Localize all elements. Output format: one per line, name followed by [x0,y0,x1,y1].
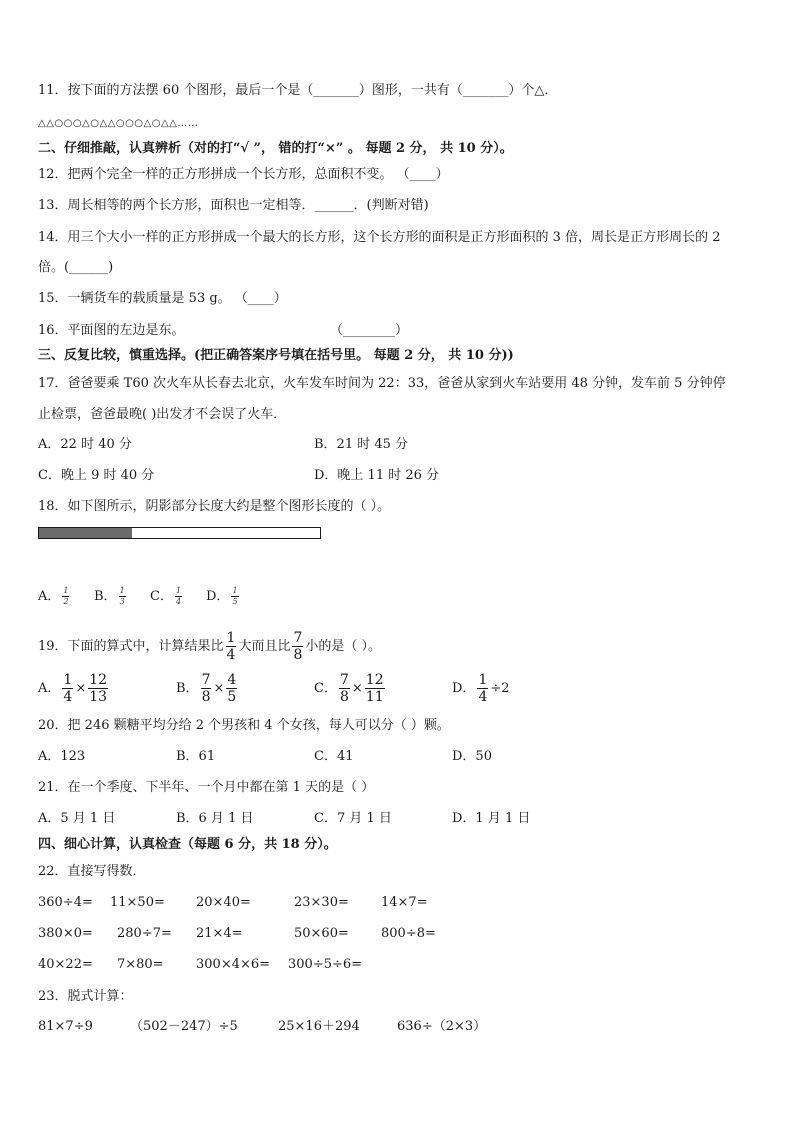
q21-text: 21．在一个季度、下半年、一个月中都在第 1 天的是（ ） [38,780,375,795]
q17-option-b: B．21 时 45 分 [314,437,409,452]
section4-heading: 四、细心计算，认真检查（每题 6 分，共 18 分）。 [38,837,337,852]
q17-option-a: A．22 时 40 分 [38,437,132,452]
q22-r3-c4: 300÷5÷6= [288,957,363,972]
q11-shape-pattern: △△○○○△○△△○○○△○△△…… [38,118,199,129]
section3-heading: 三、反复比较，慎重选择。(把正确答案序号填在括号里。 每题 2 分， 共 10 分)) [38,348,514,363]
q12-text: 12．把两个完全一样的正方形拼成一个长方形，总面积不变。 （____） [38,167,449,182]
q14-line2: 倍。(______) [38,260,114,275]
q22-r2-c2: 280÷7= [117,926,172,941]
q20-option-b: B．61 [176,749,216,764]
q15-text: 15．一辆货车的载质量是 53 g。 （____） [38,291,287,306]
q19-option-c: C． $\frac{7}{8}$ × $\frac{12}{11}$ [314,672,384,705]
q17-line1: 17．爸爸要乘 T60 次火车从长春去北京，火车发车时间为 22：33，爸爸从家到火车站要用 48 分钟，发车前 5 分钟停 [38,376,726,391]
q18-length-bar [38,527,321,539]
q22-r2-c4: 50×60= [294,926,349,941]
q22-r3-c1: 40×22= [38,957,93,972]
q20-option-d: D．50 [452,749,492,764]
q18-option-b: B． $\frac{1}{3}$ [94,586,125,606]
q22-r1-c2: 11×50= [110,895,165,910]
q11-text: 11．按下面的方法摆 60 个图形，最后一个是（_______）图形，一共有（_______）个△． [38,83,558,98]
q14-line1: 14．用三个大小一样的正方形拼成一个最大的长方形，这个长方形的面积是正方形面积的 3 倍，周长是正方形周长的 2 [38,230,721,245]
q18-text: 18．如下图所示，阴影部分长度大约是整个图形长度的（ ）。 [38,499,391,514]
q22-r1-c3: 20×40= [196,895,251,910]
q19-text: 19．下面的算式中，计算结果比 $\frac{1}{4}$ 大而且比 $\frac{7}{8}$ 小的是（ ）。 [38,630,382,663]
q21-option-d: D．1 月 1 日 [452,811,531,826]
q23-item-3: 25×16＋294 [278,1019,360,1034]
q22-r2-c5: 800÷8= [381,926,436,941]
q22-r1-c5: 14×7= [381,895,428,910]
q22-r2-c1: 380×0= [38,926,93,941]
q22-r1-c4: 23×30= [294,895,349,910]
q23-title: 23．脱式计算： [38,989,133,1004]
q17-option-d: D．晚上 11 时 26 分 [314,468,440,483]
q21-option-a: A．5 月 1 日 [38,811,116,826]
q19-option-d: D． $\frac{1}{4}$ ÷2 [452,672,510,705]
q23-item-2: （502－247）÷5 [130,1019,238,1034]
q16-blank: （________） [330,323,409,338]
q18-option-c: C． $\frac{1}{4}$ [150,586,182,606]
q17-option-c: C．晚上 9 时 40 分 [38,468,155,483]
q13-text: 13．周长相等的两个长方形，面积也一定相等．______．(判断对错) [38,198,429,213]
q23-item-1: 81×7÷9 [38,1019,93,1034]
q16-text: 16．平面图的左边是东。 [38,323,185,338]
q22-r1-c1: 360÷4= [38,895,93,910]
q23-item-4: 636÷（2×3） [397,1019,487,1034]
q21-option-c: C．7 月 1 日 [314,811,392,826]
q22-title: 22．直接写得数． [38,864,146,879]
q22-r2-c3: 21×4= [196,926,243,941]
q21-option-b: B．6 月 1 日 [176,811,254,826]
q20-option-a: A．123 [38,749,86,764]
q22-r3-c2: 7×80= [117,957,164,972]
section2-heading: 二、仔细推敲，认真辨析（对的打“√ ”， 错的打“×” 。 每题 2 分， 共 10 分）。 [38,141,513,156]
q19-option-b: B． $\frac{7}{8}$ × $\frac{4}{5}$ [176,672,237,705]
q17-line2: 止检票，爸爸最晚( )出发才不会误了火车． [38,407,287,422]
q19-option-a: A． $\frac{1}{4}$ × $\frac{12}{13}$ [38,672,108,705]
q22-r3-c3: 300×4×6= [196,957,271,972]
q18-shaded-part [39,528,132,538]
q18-option-a: A． $\frac{1}{2}$ [38,586,69,606]
q20-option-c: C．41 [314,749,354,764]
q18-option-d: D． $\frac{1}{5}$ [206,586,238,606]
q20-text: 20．把 246 颗糖平均分给 2 个男孩和 4 个女孩，每人可以分（ ）颗。 [38,718,450,733]
